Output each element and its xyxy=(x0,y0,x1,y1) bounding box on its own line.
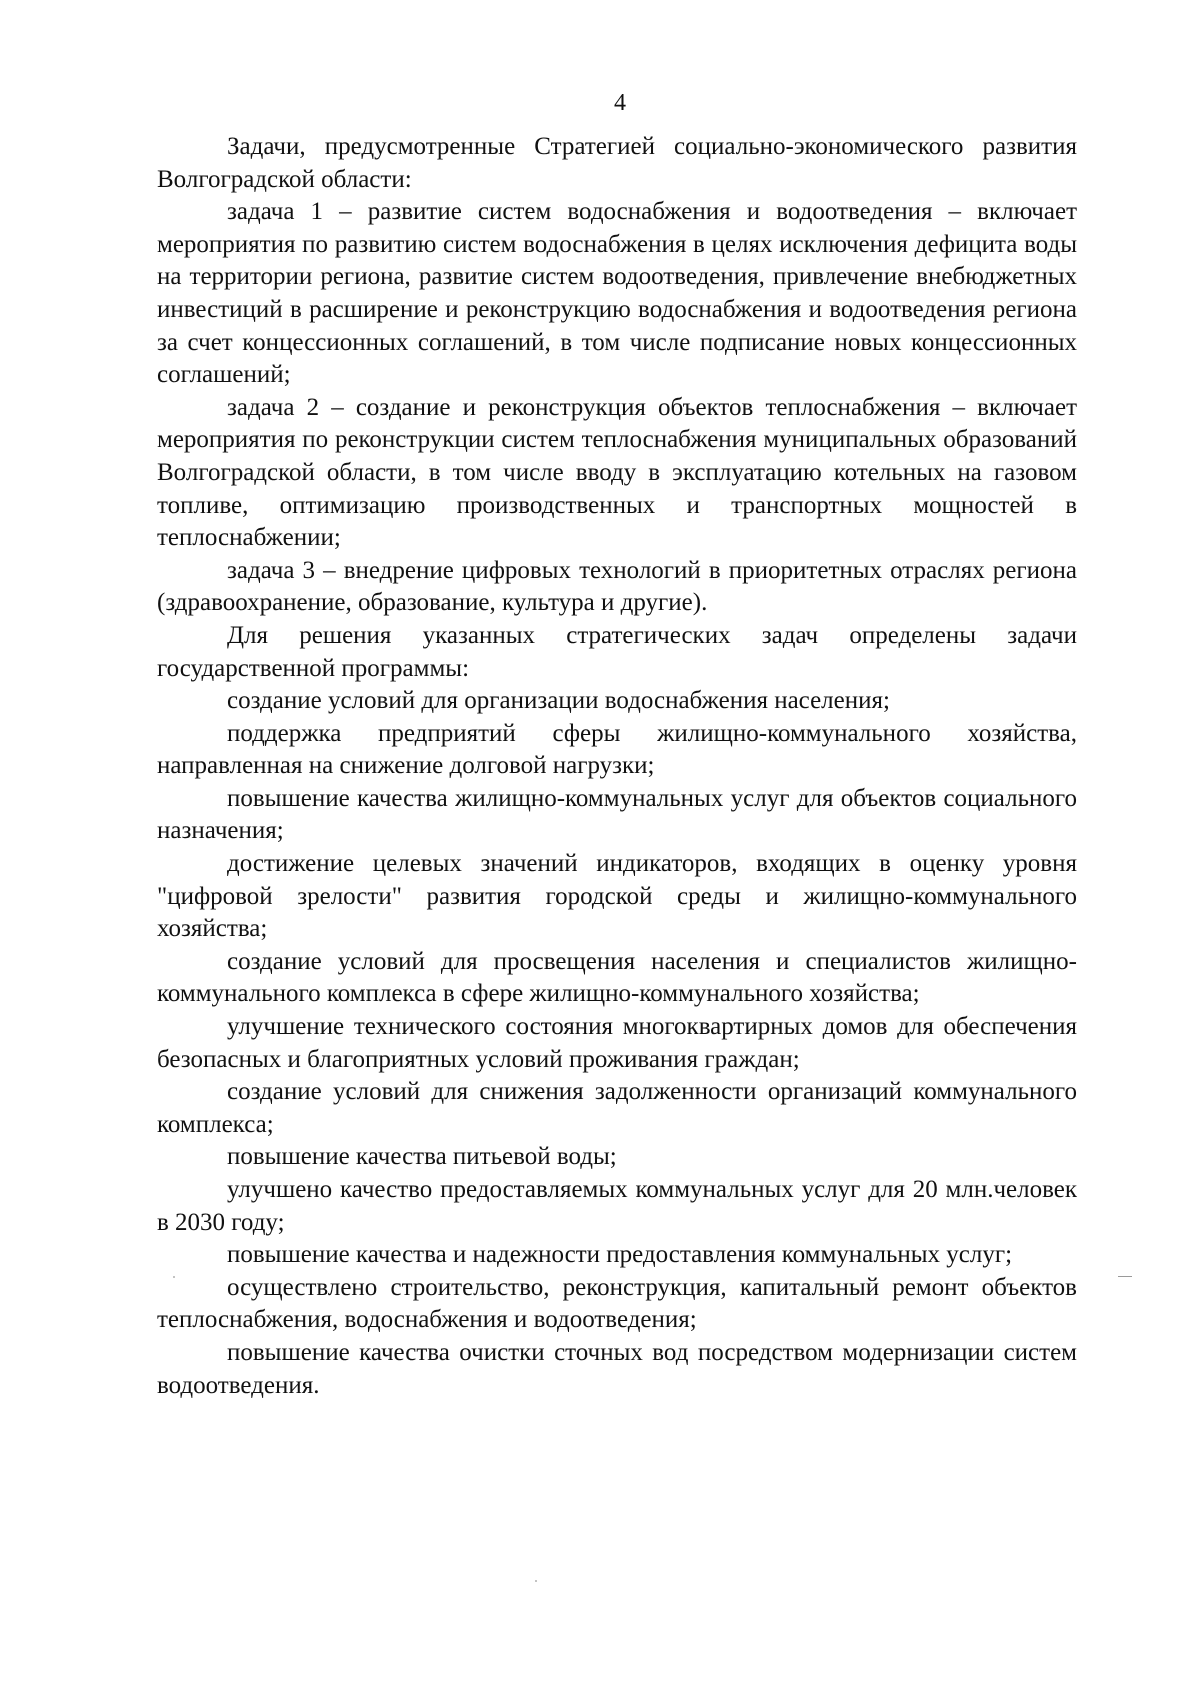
paragraph-task-1: задача 1 – развитие систем водоснабжения и водоотведения – включает мероприятия по развитию систем водоснабжения в целях исключения дефицита воды на территории региона, развитие систем водоотведения, привлечение внебюджетных инвестиций в расширение и реконструкцию водоснабжения и водоотведения региона за счет концессионных соглашений, в том числе подписание новых концессионных соглашений; xyxy=(157,198,1077,389)
list-item: повышение качества и надежности предоставления коммунальных услуг; xyxy=(227,1241,1013,1269)
page-number: 4 xyxy=(614,90,626,116)
list-item: поддержка предприятий сферы жилищно-коммунального хозяйства, направленная на снижение долговой нагрузки; xyxy=(157,719,1077,780)
paragraph-task-2: задача 2 – создание и реконструкция объектов теплоснабжения – включает мероприятия по реконструкции систем теплоснабжения муниципальных образований Волгоградской области, в том числе вводу в эксплуатацию котельных на газовом топливе, оптимизацию производственных и транспортных мощностей в теплоснабжении; xyxy=(157,393,1077,552)
paragraph-program-tasks-intro: Для решения указанных стратегических задач определены задачи государственной программы: xyxy=(157,621,1077,682)
paragraph-task-3: задача 3 – внедрение цифровых технологий в приоритетных отраслях региона (здравоохранение, образование, культура и другие). xyxy=(157,556,1077,617)
list-item: создание условий для просвещения населения и специалистов жилищно-коммунального комплекса в сфере жилищно-коммунального хозяйства; xyxy=(157,947,1077,1008)
paragraph-intro: Задачи, предусмотренные Стратегией социально-экономического развития Волгоградской области: xyxy=(157,133,1077,193)
document-body xyxy=(157,131,1077,1402)
list-item: улучшено качество предоставляемых коммунальных услуг для 20 млн.человек в 2030 году; xyxy=(157,1176,1077,1236)
list-item: достижение целевых значений индикаторов, входящих в оценку уровня "цифровой зрелости" развития городской среды и жилищно-коммунального хозяйства; xyxy=(157,850,1077,943)
scan-artifact-dot xyxy=(535,1580,537,1582)
list-item: создание условий для снижения задолженности организаций коммунального комплекса; xyxy=(157,1078,1077,1138)
list-item: повышение качества очистки сточных вод посредством модернизации систем водоотведения. xyxy=(157,1338,1077,1399)
list-item: повышение качества жилищно-коммунальных услуг для объектов социального назначения; xyxy=(157,784,1077,845)
scan-artifact-mark xyxy=(1118,1276,1132,1277)
list-item: создание условий для организации водоснабжения населения; xyxy=(227,687,890,715)
list-item: осуществлено строительство, реконструкция, капитальный ремонт объектов теплоснабжения, водоснабжения и водоотведения; xyxy=(157,1273,1077,1334)
list-item: повышение качества питьевой воды; xyxy=(227,1143,617,1171)
scan-artifact-dot xyxy=(173,1276,175,1278)
list-item: улучшение технического состояния многоквартирных домов для обеспечения безопасных и благоприятных условий проживания граждан; xyxy=(157,1013,1077,1073)
